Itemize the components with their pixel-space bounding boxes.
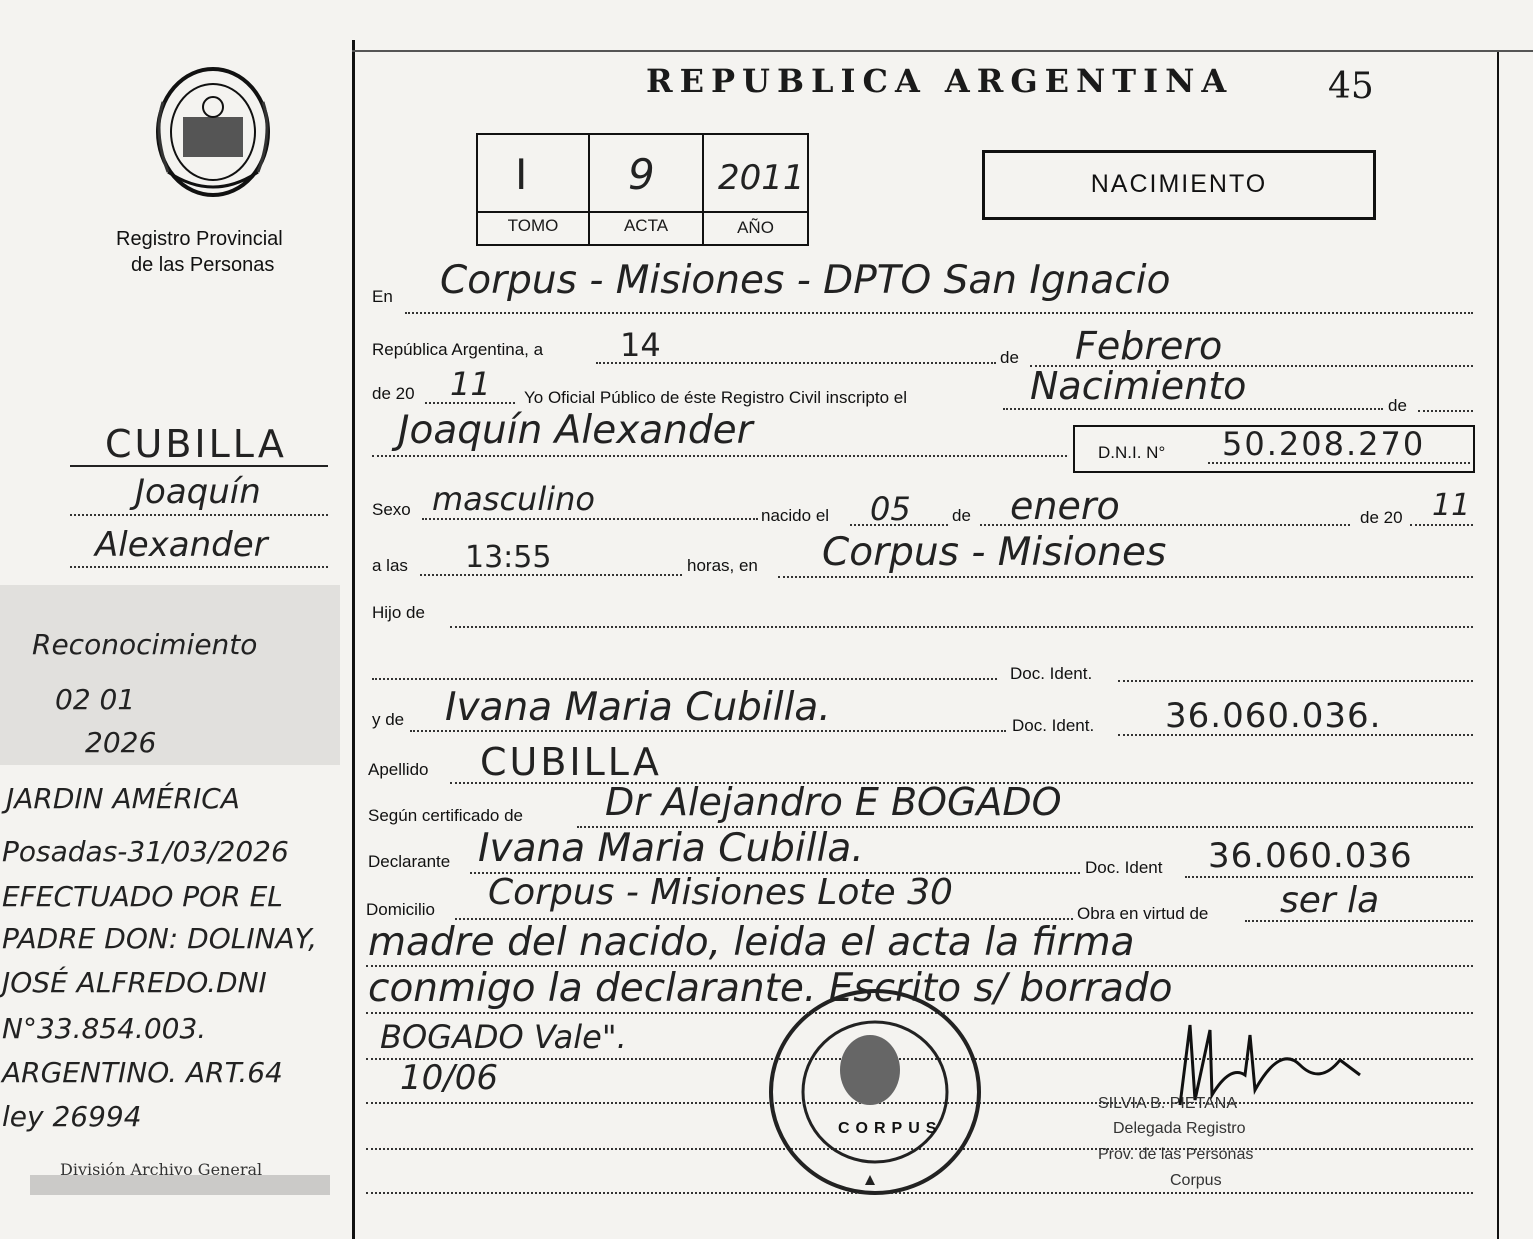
year-suffix: 11	[450, 365, 491, 403]
place-value: Corpus - Misiones - DPTO San Ignacio	[440, 258, 1171, 303]
de-label-2: de	[1388, 396, 1407, 415]
birth-time: 13:55	[465, 540, 552, 575]
document-title: REPUBLICA ARGENTINA	[646, 62, 1234, 100]
acta-label: ACTA	[623, 216, 669, 235]
day-value: 14	[620, 326, 661, 364]
margin-note-0: Reconocimiento	[32, 628, 258, 661]
signer-role-1: Delegada Registro	[1113, 1120, 1246, 1137]
text-line-1-value: madre del nacido, leida el acta la firma	[368, 920, 1135, 965]
signer-role-2: Prov. de las Personas	[1098, 1146, 1254, 1163]
declarante-label: Declarante	[368, 852, 451, 871]
declarante-doc: 36.060.036	[1208, 836, 1413, 876]
oficial-text: Yo Oficial Público de éste Registro Civil inscripto el	[524, 388, 907, 407]
provincial-seal-icon	[148, 62, 278, 202]
father-line	[450, 626, 1473, 628]
margin-name1: Joaquín	[135, 472, 261, 512]
margin-note-7: JOSÉ ALFREDO.DNI	[2, 966, 267, 999]
margin-note-2: 2026	[85, 726, 157, 759]
margin-note-4: Posadas-31/03/2026	[2, 835, 289, 868]
en-label: En	[372, 287, 393, 306]
father-line-2	[372, 678, 997, 680]
inscripto-line	[1003, 408, 1383, 410]
official-stamp-icon	[765, 985, 985, 1200]
signer-role-3: Corpus	[1170, 1172, 1222, 1189]
obra-value: ser la	[1280, 880, 1380, 921]
tomo-value: I	[515, 150, 528, 199]
right-border	[1497, 50, 1499, 1239]
margin-name2: Alexander	[95, 525, 268, 565]
de-label-3: de	[952, 506, 971, 525]
birth-place-line	[778, 576, 1473, 578]
margin-underline-1	[70, 465, 328, 467]
horas-label: horas, en	[687, 556, 758, 575]
delegation-stamp	[765, 985, 985, 1200]
margin-note-8: N°33.854.003.	[2, 1012, 207, 1045]
margin-underline-2	[70, 514, 328, 516]
anio-label: AÑO	[737, 218, 774, 237]
registry-seal	[148, 62, 278, 202]
month-value: Febrero	[1075, 324, 1223, 368]
tomo-cell	[476, 133, 590, 213]
margin-note-1: 02 01	[55, 683, 136, 716]
mother-line	[410, 730, 1006, 732]
child-name: Joaquín Alexander	[398, 408, 753, 453]
signer-name: SILVIA B. PIETANA	[1098, 1095, 1238, 1112]
margin-note-10: ley 26994	[2, 1100, 142, 1133]
mother-name: Ivana Maria Cubilla.	[445, 685, 831, 730]
segun-label: Según certificado de	[368, 806, 523, 825]
obra-label: Obra en virtud de	[1077, 904, 1209, 923]
top-border	[352, 50, 1533, 52]
year-prefix: de 20	[372, 384, 415, 403]
republica-label: República Argentina, a	[372, 340, 544, 359]
place-line	[405, 312, 1473, 314]
sexo-line	[422, 518, 758, 520]
apellido-label: Apellido	[368, 760, 429, 779]
anio-value: 2011	[718, 158, 805, 198]
birth-place: Corpus - Misiones	[822, 530, 1167, 575]
sexo-label: Sexo	[372, 500, 411, 519]
de-line-2	[1418, 410, 1473, 412]
yde-label: y de	[372, 710, 405, 729]
margin-smudge	[30, 1175, 330, 1195]
margin-note-6: PADRE DON: DOLINAY,	[2, 922, 318, 955]
registry-name-line1: Registro Provincial	[116, 228, 283, 250]
declarante-doc-line	[1185, 876, 1473, 878]
margin-note-5: EFECTUADO POR EL	[2, 880, 283, 913]
tomo-label: TOMO	[507, 216, 559, 235]
certificado-value: Dr Alejandro E BOGADO	[605, 780, 1062, 824]
page-number: 45	[1328, 66, 1374, 107]
doc-ident-label-3: Doc. Ident	[1085, 858, 1163, 877]
alas-label: a las	[372, 556, 408, 575]
father-doc-line	[1118, 680, 1473, 682]
dni-value: 50.208.270	[1222, 425, 1426, 463]
domicilio-label: Domicilio	[366, 900, 435, 919]
hijo-label: Hijo de	[372, 603, 425, 622]
declarante-value: Ivana Maria Cubilla.	[478, 826, 864, 871]
doc-ident-label-2: Doc. Ident.	[1012, 716, 1095, 735]
birth-year-line	[1410, 524, 1473, 526]
sexo-value: masculino	[432, 480, 595, 518]
domicilio-value: Corpus - Misiones Lote 30	[488, 872, 953, 913]
stamp-bottom-text: CORPUS	[838, 1120, 943, 1137]
mother-doc: 36.060.036.	[1165, 696, 1382, 736]
registry-name-line2: de las Personas	[131, 254, 275, 276]
acta-value: 9	[628, 150, 655, 199]
de20-label: de 20	[1360, 508, 1403, 527]
birth-day: 05	[870, 490, 911, 528]
margin-surname: CUBILLA	[105, 422, 287, 466]
column-divider	[352, 40, 355, 1239]
margin-note-9: ARGENTINO. ART.64	[2, 1056, 283, 1089]
act-type: NACIMIENTO	[1090, 170, 1268, 198]
de-label-1: de	[1000, 348, 1019, 367]
nacido-label: nacido el	[761, 506, 830, 525]
child-name-line	[372, 455, 1067, 457]
margin-underline-3	[70, 566, 328, 568]
dni-label: D.N.I. N°	[1098, 443, 1166, 462]
doc-ident-label-1: Doc. Ident.	[1010, 664, 1093, 683]
inscripto-value: Nacimiento	[1030, 364, 1247, 408]
birth-month: enero	[1010, 484, 1120, 528]
birth-year: 11	[1432, 488, 1471, 523]
text-line-4-value: 10/06	[400, 1058, 498, 1098]
margin-note-3: JARDIN AMÉRICA	[6, 782, 240, 815]
text-line-2-value: conmigo la declarante. Escrito s/ borrado	[368, 966, 1173, 1011]
margin-stamp-area	[0, 585, 340, 765]
apellido-value: CUBILLA	[480, 740, 662, 784]
archive-stamp: División Archivo General	[60, 1160, 263, 1179]
text-line-3-value: BOGADO Vale".	[380, 1018, 627, 1056]
